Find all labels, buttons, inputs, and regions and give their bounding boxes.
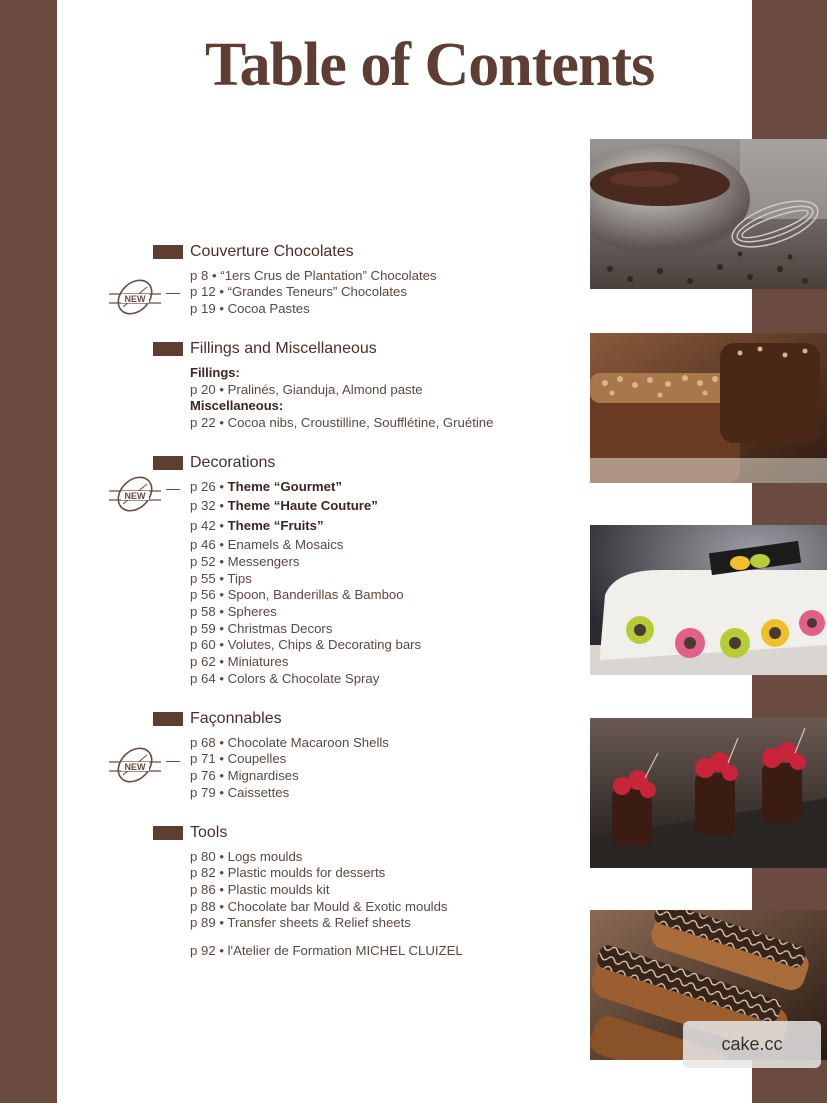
entry-text: Spoon, Banderillas & Bamboo: [227, 587, 404, 602]
section-heading-fillings: [153, 340, 377, 358]
toc-entry-p59[interactable]: p 59 • Christmas Decors: [190, 621, 333, 636]
entry-text: Christmas Decors: [227, 621, 333, 636]
photo-chocolate-bars-with-crisps: [590, 333, 827, 483]
photo-chocolate-cups-raspberries: [590, 718, 827, 868]
section-heading-decorations: [153, 454, 275, 472]
page-number: p 55: [190, 571, 216, 586]
page-number: p 88: [190, 899, 216, 914]
entry-text: Volutes, Chips & Decorating bars: [227, 637, 422, 652]
entry-text: Theme “Haute Couture”: [227, 498, 378, 513]
page-number: p 56: [190, 587, 216, 602]
page-title: Table of Contents: [205, 31, 655, 99]
toc-entry-p26[interactable]: p 26 • Theme “Gourmet”: [190, 479, 342, 494]
left-brown-band: [0, 0, 57, 1103]
watermark-logo: cake.cc: [683, 1021, 821, 1068]
entry-text: Theme “Fruits”: [227, 518, 324, 533]
toc-entry-p8[interactable]: p 8 • “1ers Crus de Plantation” Chocolates: [190, 268, 437, 283]
section-heading-faconnables: [153, 710, 282, 728]
entry-text: Theme “Gourmet”: [227, 479, 342, 494]
page-number: p 80: [190, 849, 216, 864]
section-bar: [153, 342, 183, 356]
entry-text: Spheres: [227, 604, 277, 619]
section-title: Tools: [190, 824, 228, 841]
entry-text: Tips: [227, 571, 252, 586]
page-number: p 79: [190, 785, 216, 800]
new-badge-text: NEW: [124, 294, 146, 304]
page-number: p 71: [190, 751, 216, 766]
toc-entry-p82[interactable]: p 82 • Plastic moulds for desserts: [190, 865, 386, 880]
entry-text: Plastic moulds for desserts: [227, 865, 386, 880]
section-title: Decorations: [190, 454, 276, 471]
toc-entry-p56[interactable]: p 56 • Spoon, Banderillas & Bamboo: [190, 587, 404, 602]
toc-entry-p55[interactable]: p 55 • Tips: [190, 571, 252, 586]
page-number: p 60: [190, 637, 216, 652]
entry-text: “1ers Crus de Plantation” Chocolates: [220, 268, 437, 283]
section-heading-tools: [153, 824, 227, 842]
page-number: p 86: [190, 882, 216, 897]
page-number: p 26: [190, 479, 216, 494]
toc-entry-p68[interactable]: p 68 • Chocolate Macaroon Shells: [190, 735, 389, 750]
toc-entry-p60[interactable]: p 60 • Volutes, Chips & Decorating bars: [190, 637, 422, 652]
page-number: p 76: [190, 768, 216, 783]
page-number: p 62: [190, 654, 216, 669]
page-number: p 68: [190, 735, 216, 750]
toc-entry-p32[interactable]: p 32 • Theme “Haute Couture”: [190, 498, 378, 513]
section-bar: [153, 712, 183, 726]
toc-entry-p86[interactable]: p 86 • Plastic moulds kit: [190, 882, 330, 897]
badge-dash: [166, 489, 180, 490]
entry-text: Mignardises: [227, 768, 299, 783]
section-bar: [153, 456, 183, 470]
entry-text: “Grandes Teneurs” Chocolates: [227, 284, 407, 299]
page-number: p 8: [190, 268, 209, 283]
toc-entry-p88[interactable]: p 88 • Chocolate bar Mould & Exotic moulds: [190, 899, 448, 914]
toc-entry-p80[interactable]: p 80 • Logs moulds: [190, 849, 303, 864]
page-number: p 22: [190, 415, 216, 430]
page-number: p 12: [190, 284, 216, 299]
subheading-miscellaneous: Miscellaneous:: [190, 398, 284, 413]
badge-dash: [166, 761, 180, 762]
page-number: p 42: [190, 518, 216, 533]
entry-text: Chocolate Macaroon Shells: [227, 735, 389, 750]
entry-text: Cocoa nibs, Croustilline, Soufflétine, Gruétine: [227, 415, 494, 430]
section-bar: [153, 826, 183, 840]
toc-entry-p46[interactable]: p 46 • Enamels & Mosaics: [190, 537, 344, 552]
section-title: Couverture Chocolates: [190, 243, 354, 260]
entry-text: Colors & Chocolate Spray: [227, 671, 380, 686]
entry-text: Messengers: [227, 554, 300, 569]
toc-entry-p20[interactable]: p 20 • Pralinés, Gianduja, Almond paste: [190, 382, 423, 397]
toc-entry-p12[interactable]: p 12 • “Grandes Teneurs” Chocolates: [190, 284, 407, 299]
toc-entry-p22[interactable]: p 22 • Cocoa nibs, Croustilline, Soufflétine, Gruétine: [190, 415, 494, 430]
toc-entry-p79[interactable]: p 79 • Caissettes: [190, 785, 290, 800]
page-number: p 64: [190, 671, 216, 686]
new-badge-text: NEW: [124, 762, 146, 772]
new-cocoa-bean-badge-icon: [107, 744, 163, 786]
page-number: p 58: [190, 604, 216, 619]
page-number: p 59: [190, 621, 216, 636]
subheading-fillings: Fillings:: [190, 365, 240, 380]
page-number: p 82: [190, 865, 216, 880]
entry-text: Plastic moulds kit: [227, 882, 330, 897]
entry-text: Caissettes: [227, 785, 290, 800]
page-number: p 20: [190, 382, 216, 397]
badge-dash: [166, 293, 180, 294]
toc-entry-p52[interactable]: p 52 • Messengers: [190, 554, 300, 569]
entry-text: Coupelles: [227, 751, 287, 766]
toc-entry-p89[interactable]: p 89 • Transfer sheets & Relief sheets: [190, 915, 411, 930]
page-number: p 92: [190, 943, 216, 958]
toc-entry-p19[interactable]: p 19 • Cocoa Pastes: [190, 301, 310, 316]
section-title: Fillings and Miscellaneous: [190, 340, 377, 357]
entry-text: Miniatures: [227, 654, 289, 669]
entry-text: l'Atelier de Formation MICHEL CLUIZEL: [227, 943, 463, 958]
toc-entry-p71[interactable]: p 71 • Coupelles: [190, 751, 287, 766]
toc-entry-p42[interactable]: p 42 • Theme “Fruits”: [190, 518, 324, 533]
page-number: p 46: [190, 537, 216, 552]
new-badge-text: NEW: [124, 491, 146, 501]
photo-christmas-log-cake: [590, 525, 827, 675]
page-number: p 52: [190, 554, 216, 569]
section-heading-couverture: [153, 243, 354, 261]
entry-text: Pralinés, Gianduja, Almond paste: [227, 382, 423, 397]
entry-text: Chocolate bar Mould & Exotic moulds: [227, 899, 448, 914]
entry-text: Transfer sheets & Relief sheets: [227, 915, 411, 930]
photo-chocolate-bowl-whisk: [590, 139, 827, 289]
page-number: p 32: [190, 498, 216, 513]
page-number: p 19: [190, 301, 216, 316]
toc-entry-p64[interactable]: p 64 • Colors & Chocolate Spray: [190, 671, 380, 686]
entry-text: Logs moulds: [227, 849, 303, 864]
entry-text: Enamels & Mosaics: [227, 537, 344, 552]
toc-entry-p92[interactable]: p 92 • l'Atelier de Formation MICHEL CLUIZEL: [190, 943, 463, 958]
toc-entry-p58[interactable]: p 58 • Spheres: [190, 604, 277, 619]
toc-entry-p76[interactable]: p 76 • Mignardises: [190, 768, 299, 783]
new-cocoa-bean-badge-icon: [107, 473, 163, 515]
toc-entry-p62[interactable]: p 62 • Miniatures: [190, 654, 289, 669]
section-title: Façonnables: [190, 710, 282, 727]
new-cocoa-bean-badge-icon: [107, 276, 163, 318]
page-number: p 89: [190, 915, 216, 930]
section-bar: [153, 245, 183, 259]
entry-text: Cocoa Pastes: [227, 301, 310, 316]
